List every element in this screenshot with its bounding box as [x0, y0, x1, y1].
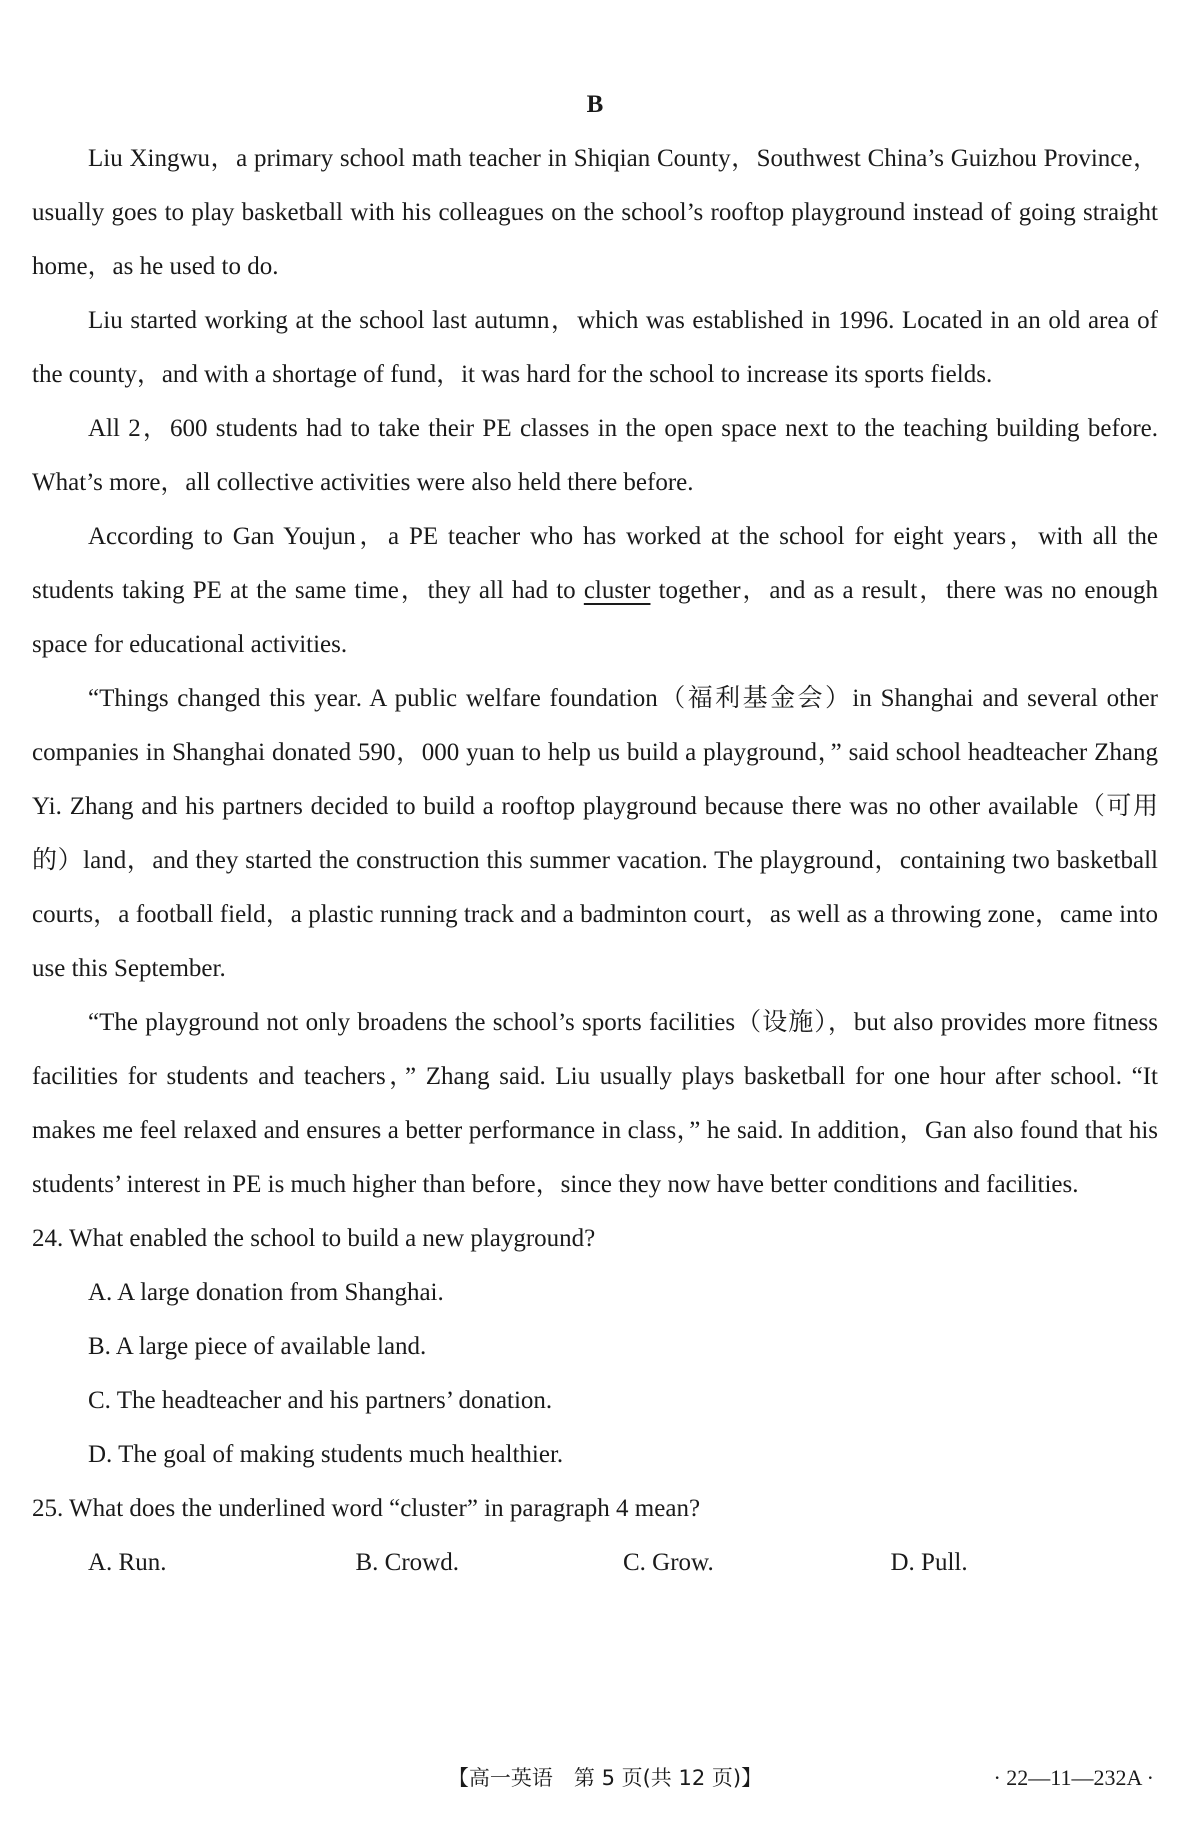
passage-paragraph-2: Liu started working at the school last autumn，which was established in 1996. Located in an old area of the county，and with a shortage of fund，it was hard for the school to increase its sports fields.: [32, 307, 1158, 388]
question-25-options: [32, 1536, 1158, 1590]
document-page: [32, 78, 1158, 1590]
question-24-option-b: B. A large piece of available land.: [88, 1333, 427, 1360]
question-24-option-c: C. The headteacher and his partners’ donation.: [88, 1387, 553, 1414]
question-25-stem: 25. What does the underlined word “cluster” in paragraph 4 mean?: [32, 1495, 701, 1522]
page-footer: [0, 1758, 1194, 1798]
question-24: [32, 1212, 1158, 1482]
question-25-option-c: C. Grow.: [623, 1549, 714, 1576]
passage-paragraph-3: All 2，600 students had to take their PE classes in the open space next to the teaching building before. What’s more，all collective activities were also held there before.: [32, 415, 1158, 496]
question-24-option-a: A. A large donation from Shanghai.: [88, 1279, 444, 1306]
paragraph-4-text-after: together，and as a result，there was no enough space for educational activities.: [32, 577, 1158, 658]
question-24-option-d: D. The goal of making students much healthier.: [88, 1441, 564, 1468]
question-25-option-a: A. Run.: [88, 1549, 167, 1576]
question-25-option-d: D. Pull.: [890, 1549, 968, 1576]
footer-exam-code: · 22—11—232A ·: [993, 1765, 1154, 1790]
paragraph-4-text-before: According to Gan Youjun，a PE teacher who has worked at the school for eight years，with all the students taking PE at the same time，they all had to: [32, 523, 1158, 604]
passage-paragraph-6: “The playground not only broadens the school’s sports facilities（设施），but also provides more fitness facilities for students and teachers，” Zhang said. Liu usually plays basketball for one hour after school. “It makes me feel relaxed and ensures a better performance in class，” he said. In addition，Gan also found that his students’ interest in PE is much higher than before，since they now have better conditions and facilities.: [32, 1009, 1158, 1198]
passage-paragraph-4: [32, 510, 1158, 672]
passage-paragraph-1: Liu Xingwu，a primary school math teacher in Shiqian County，Southwest China’s Guizhou Province，usually goes to play basketball with his colleagues on the school’s rooftop playground instead of going straight home，as he used to do.: [32, 145, 1158, 280]
question-25: [32, 1482, 1158, 1590]
section-heading: B: [586, 91, 604, 118]
footer-page-label: 【高一英语 第 5 页(共 12 页)】: [447, 1766, 763, 1790]
passage-paragraph-5: “Things changed this year. A public welfare foundation（福利基金会）in Shanghai and several other companies in Shanghai donated 590，000 yuan to help us build a playground，” said school headteacher Zhang Yi. Zhang and his partners decided to build a rooftop playground because there was no other available（可用的）land，and they started the construction this summer vacation. The playground，containing two basketball courts，a football field，a plastic running track and a badminton court，as well as a throwing zone，came into use this September.: [32, 685, 1158, 982]
question-25-option-b: B. Crowd.: [355, 1549, 459, 1576]
underlined-word-cluster: cluster: [583, 577, 651, 604]
question-24-stem: 24. What enabled the school to build a new playground?: [32, 1225, 596, 1252]
